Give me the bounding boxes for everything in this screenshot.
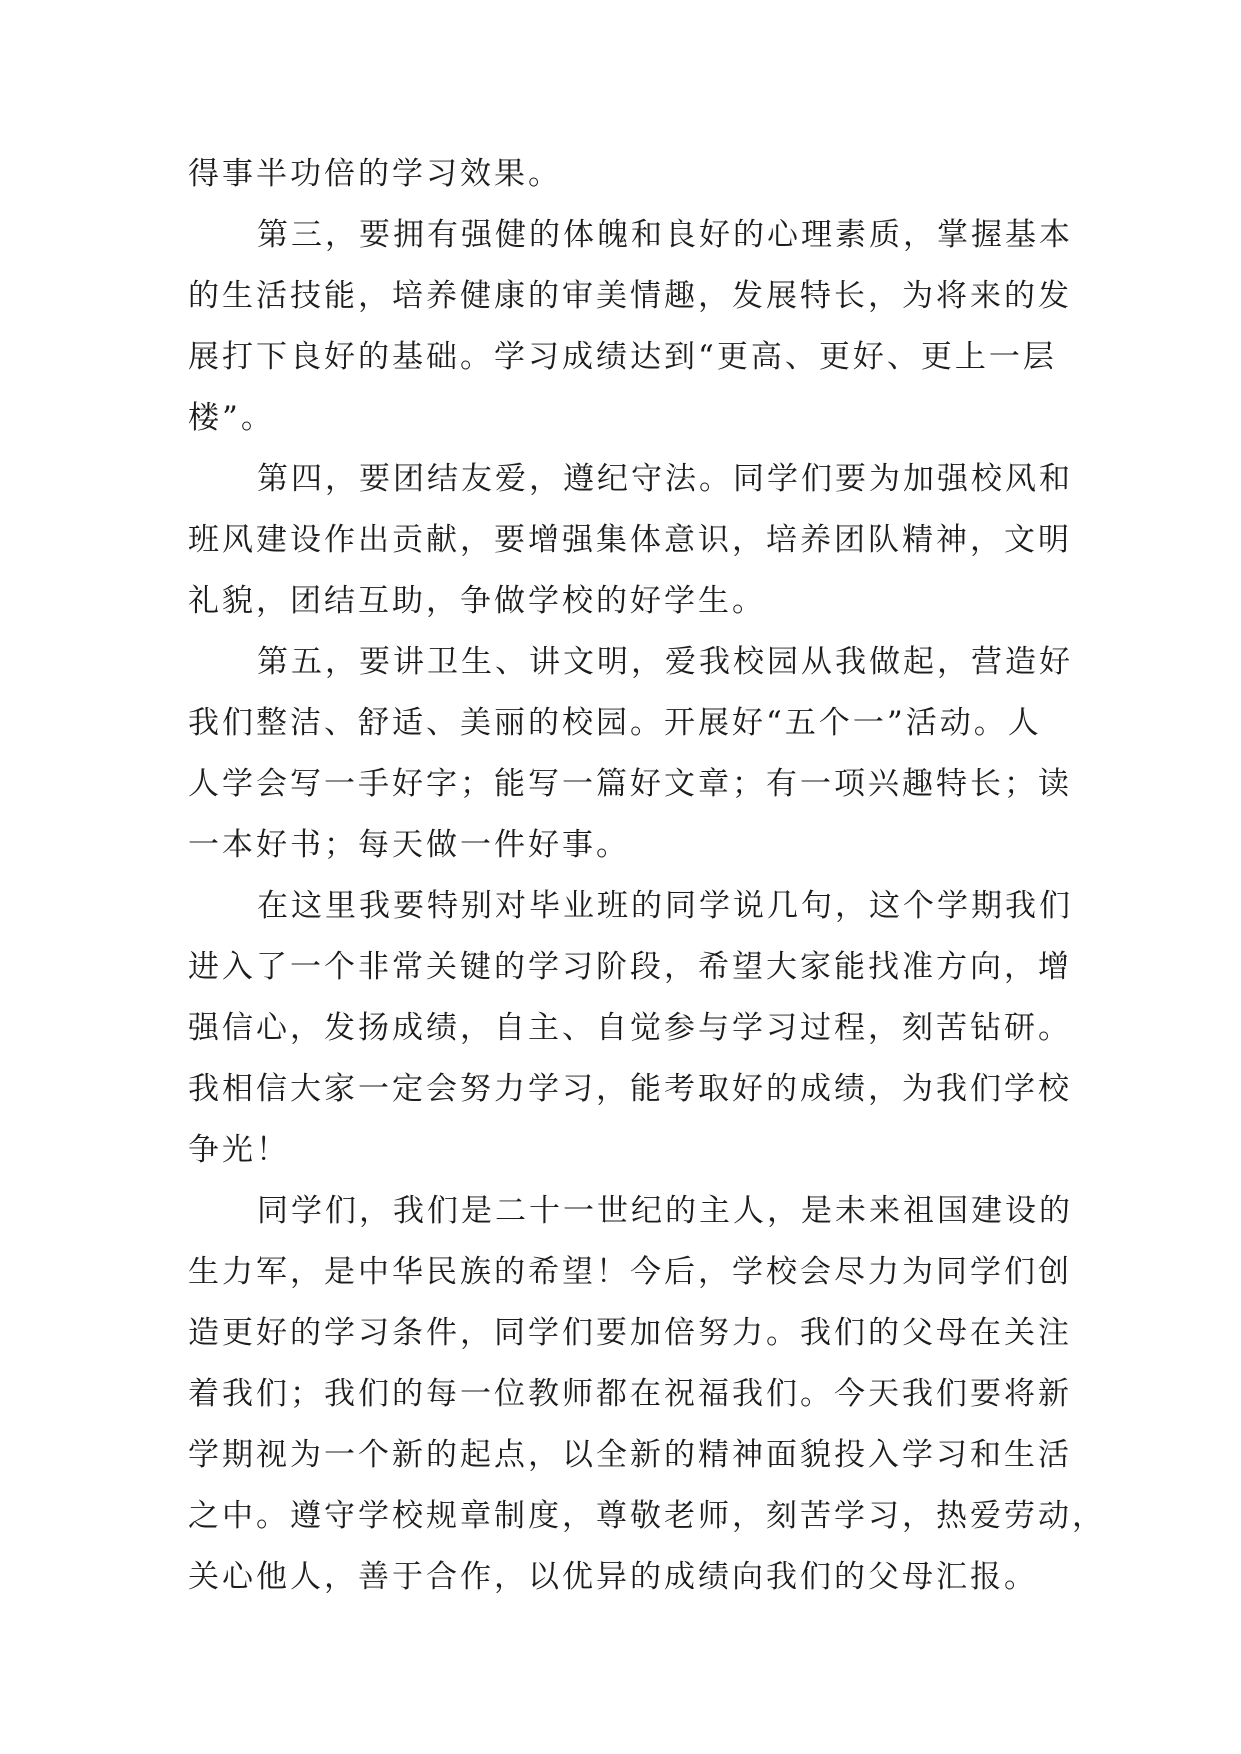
document-body <box>188 156 1106 1622</box>
text-line: 我们整洁、舒适、美丽的校园。开展好“五个一”活动。人 <box>188 705 1042 741</box>
text-line: 得事半功倍的学习效果。 <box>188 156 562 192</box>
text-line: 进入了一个非常关键的学习阶段，希望大家能找准方向，增 <box>188 949 1072 985</box>
paragraph-start-line: 第四，要团结友爱，遵纪守法。同学们要为加强校风和 <box>257 461 1073 497</box>
paragraph-start-line: 第五，要讲卫生、讲文明，爱我校园从我做起，营造好 <box>257 644 1073 680</box>
text-line: 楼”。 <box>188 400 275 436</box>
text-line: 学期视为一个新的起点，以全新的精神面貌投入学习和生活 <box>188 1437 1072 1473</box>
paragraph-start-line: 同学们，我们是二十一世纪的主人，是未来祖国建设的 <box>257 1193 1073 1229</box>
text-line: 之中。遵守学校规章制度，尊敬老师，刻苦学习，热爱劳动， <box>188 1498 1106 1534</box>
text-line: 着我们；我们的每一位教师都在祝福我们。今天我们要将新 <box>188 1376 1072 1412</box>
text-line: 的生活技能，培养健康的审美情趣，发展特长，为将来的发 <box>188 278 1072 314</box>
text-line: 展打下良好的基础。学习成绩达到“更高、更好、更上一层 <box>188 339 1057 375</box>
text-line: 班风建设作出贡献，要增强集体意识，培养团队精神，文明 <box>188 522 1072 558</box>
text-line: 争光！ <box>188 1132 290 1168</box>
text-line: 人学会写一手好字；能写一篇好文章；有一项兴趣特长；读 <box>188 766 1072 802</box>
text-line: 一本好书；每天做一件好事。 <box>188 827 630 863</box>
paragraph-start-line: 第三，要拥有强健的体魄和良好的心理素质，掌握基本 <box>257 217 1073 253</box>
text-line: 造更好的学习条件，同学们要加倍努力。我们的父母在关注 <box>188 1315 1072 1351</box>
text-line: 我相信大家一定会努力学习，能考取好的成绩，为我们学校 <box>188 1071 1072 1107</box>
paragraph-start-line: 在这里我要特别对毕业班的同学说几句，这个学期我们 <box>257 888 1073 924</box>
text-line: 强信心，发扬成绩，自主、自觉参与学习过程，刻苦钻研。 <box>188 1010 1072 1046</box>
text-line: 生力军，是中华民族的希望！今后，学校会尽力为同学们创 <box>188 1254 1072 1290</box>
text-line: 关心他人，善于合作，以优异的成绩向我们的父母汇报。 <box>188 1559 1038 1595</box>
text-line: 礼貌，团结互助，争做学校的好学生。 <box>188 583 766 619</box>
